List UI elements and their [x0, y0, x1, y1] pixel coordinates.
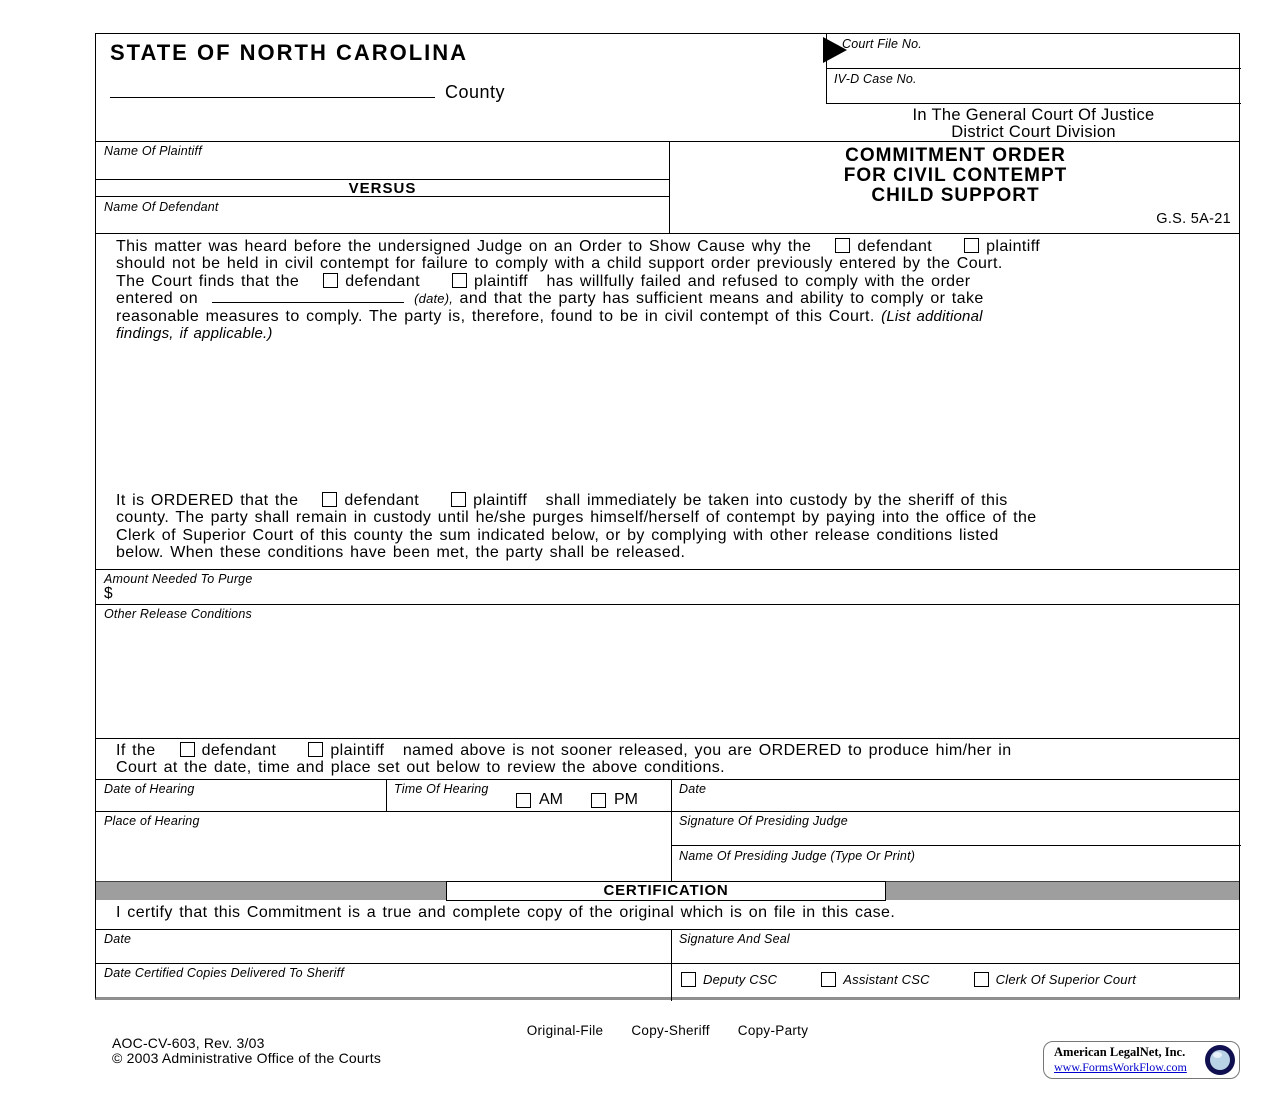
- assistant-csc-label: Assistant CSC: [843, 972, 930, 987]
- place-of-hearing-label: Place of Hearing: [104, 814, 200, 828]
- csc-options: [681, 972, 1136, 987]
- p2-line2-text: county. The party shall remain in custody until he/she purges himself/herself of contempt by paying into the office of the: [116, 509, 1037, 527]
- p1-findings-italic: findings, if applicable.): [116, 325, 273, 343]
- defendant-option-label: defendant: [201, 742, 277, 759]
- plaintiff-checkbox-group-4: [308, 742, 384, 759]
- dollar-sign: $: [104, 585, 113, 602]
- copies-delivered-label: Date Certified Copies Delivered To Sheriff: [104, 966, 344, 980]
- p2-line1b-text: shall immediately be taken into custody by the sheriff of this: [545, 492, 1008, 509]
- order-date-blank-line[interactable]: [212, 290, 404, 303]
- plaintiff-option-label: plaintiff: [473, 492, 528, 509]
- county-blank-line[interactable]: [110, 82, 435, 98]
- p1-line2-text: should not be held in civil contempt for failure to comply with a child support order previously entered by the Court.: [116, 255, 1003, 273]
- pm-label: PM: [614, 791, 638, 808]
- copy-party-label: Copy-Party: [737, 1023, 809, 1038]
- assistant-csc-checkbox[interactable]: [821, 972, 836, 987]
- plaintiff-checkbox-group-2: [452, 273, 528, 290]
- section-line: [96, 738, 1239, 739]
- defendant-name-field[interactable]: [96, 197, 669, 233]
- court-file-no-field[interactable]: [826, 34, 1241, 69]
- form-number: AOC-CV-603, Rev. 3/03: [112, 1035, 265, 1051]
- p1-line3a-text: The Court finds that the: [116, 272, 300, 290]
- signature-and-seal-label: Signature And Seal: [679, 932, 790, 946]
- hearing-date-label: Date: [679, 782, 707, 796]
- hearing-divider-line: [386, 779, 387, 811]
- p2-line1a-text: It is ORDERED that the: [116, 492, 299, 509]
- ivd-case-no-label: IV-D Case No.: [834, 72, 917, 86]
- statute-reference: G.S. 5A-21: [1156, 211, 1231, 227]
- certification-date-field[interactable]: [96, 929, 671, 963]
- judge-name-field[interactable]: [671, 846, 1241, 881]
- defendant-checkbox-4[interactable]: [180, 742, 195, 757]
- am-pm-options: [516, 791, 638, 809]
- globe-icon: [1205, 1045, 1235, 1075]
- certification-title: CERTIFICATION: [603, 882, 729, 899]
- versus-label: VERSUS: [348, 180, 417, 197]
- ivd-case-no-field[interactable]: [826, 69, 1241, 104]
- certification-title-box: [446, 881, 886, 901]
- p1-line1-text: This matter was heard before the undersigned Judge on an Order to Show Cause why the: [116, 238, 812, 255]
- date-of-hearing-label: Date of Hearing: [104, 782, 195, 796]
- certification-date-label: Date: [104, 932, 132, 946]
- defendant-checkbox-group-3: [322, 492, 419, 509]
- p3-line1a-text: If the: [116, 742, 156, 759]
- certification-statement-text: I certify that this Commitment is a true and complete copy of the original which is on file in this case.: [116, 904, 896, 921]
- judge-name-label: Name Of Presiding Judge (Type Or Print): [679, 849, 916, 863]
- clerk-checkbox[interactable]: [974, 972, 989, 987]
- p1-line3b-text: has willfully failed and refused to comply with the order: [546, 272, 971, 290]
- form-title-line2: FOR CIVIL CONTEMPT: [843, 165, 1068, 186]
- court-of-justice-heading: [826, 107, 1241, 141]
- certification-statement: [116, 904, 1228, 921]
- plaintiff-option-label: plaintiff: [473, 272, 528, 290]
- amount-to-purge-label: Amount Needed To Purge: [104, 572, 253, 586]
- copy-original-label: Original-File: [526, 1023, 604, 1038]
- defendant-checkbox-3[interactable]: [322, 492, 337, 507]
- state-heading: STATE OF NORTH CAROLINA: [110, 40, 469, 65]
- certification-bar: [96, 881, 1239, 900]
- date-hint-label: (date),: [414, 291, 454, 307]
- county-label: County: [445, 82, 506, 102]
- plaintiff-checkbox-2[interactable]: [452, 273, 467, 288]
- defendant-name-label: Name Of Defendant: [104, 200, 219, 214]
- date-of-hearing-field[interactable]: [96, 779, 386, 811]
- am-checkbox[interactable]: [516, 793, 531, 808]
- copy-sheriff-label: Copy-Sheriff: [631, 1023, 710, 1038]
- legalnet-badge: [1043, 1041, 1240, 1079]
- plaintiff-checkbox-1[interactable]: [964, 238, 979, 253]
- defendant-checkbox-group-2: [323, 273, 420, 290]
- plaintiff-checkbox-4[interactable]: [308, 742, 323, 757]
- right-column-divider-line: [671, 779, 672, 881]
- time-of-hearing-label: Time Of Hearing: [394, 782, 489, 796]
- form-title-line3: CHILD SUPPORT: [871, 185, 1040, 206]
- defendant-option-label: defendant: [857, 238, 933, 255]
- certification-divider-line: [671, 929, 672, 1001]
- assistant-csc-option: [821, 972, 929, 987]
- plaintiff-checkbox-group-3: [451, 492, 527, 509]
- plaintiff-name-field[interactable]: [96, 141, 669, 179]
- defendant-checkbox-2[interactable]: [323, 273, 338, 288]
- deputy-csc-checkbox[interactable]: [681, 972, 696, 987]
- justice-line1: In The General Court Of Justice: [912, 106, 1155, 124]
- defendant-option-label: defendant: [345, 272, 420, 290]
- legalnet-name: American LegalNet, Inc.: [1054, 1045, 1186, 1059]
- section-line: [96, 233, 1239, 234]
- deputy-csc-option: [681, 972, 777, 987]
- plaintiff-option-label: plaintiff: [330, 742, 385, 759]
- defendant-option-label: defendant: [344, 492, 420, 509]
- time-of-hearing-field[interactable]: [386, 779, 671, 811]
- pm-checkbox[interactable]: [591, 793, 606, 808]
- p2-line3-text: Clerk of Superior Court of this county the sum indicated below, or by complying with other release conditions listed: [116, 526, 999, 544]
- defendant-checkbox-group-1: [835, 238, 932, 255]
- justice-line2: District Court Division: [951, 123, 1116, 141]
- p1-line4b-text: and that the party has sufficient means and ability to comply or take: [459, 290, 984, 308]
- commitment-order-form: [95, 33, 1240, 1000]
- defendant-checkbox-group-4: [180, 742, 277, 759]
- distribution-line: [95, 1023, 1240, 1038]
- ordered-paragraph: [116, 492, 1228, 562]
- pm-option: [591, 791, 638, 809]
- other-release-conditions-field[interactable]: [96, 604, 1239, 738]
- judge-signature-label: Signature Of Presiding Judge: [679, 814, 848, 828]
- form-title-line1: COMMITMENT ORDER: [845, 145, 1066, 166]
- form-title: [670, 146, 1241, 206]
- legalnet-text: [1054, 1045, 1205, 1075]
- p1-list-additional-italic: (List additional: [881, 307, 983, 325]
- other-release-conditions-label: Other Release Conditions: [104, 607, 252, 621]
- p1-line5-text: reasonable measures to comply. The party is, therefore, found to be in civil contempt of this Court.: [116, 307, 875, 325]
- place-of-hearing-field[interactable]: [96, 811, 671, 881]
- clerk-option: [974, 972, 1136, 987]
- judge-signature-field[interactable]: [671, 811, 1241, 846]
- p3-line1b-text: named above is not sooner released, you are ORDERED to produce him/her in: [402, 742, 1012, 759]
- plaintiff-checkbox-group-1: [964, 238, 1040, 255]
- court-file-no-label: Court File No.: [842, 37, 922, 51]
- findings-paragraph: [116, 238, 1228, 342]
- copies-delivered-field[interactable]: [96, 963, 671, 1001]
- signature-and-seal-field[interactable]: [671, 929, 1241, 963]
- plaintiff-name-label: Name Of Plaintiff: [104, 144, 202, 158]
- defendant-checkbox-1[interactable]: [835, 238, 850, 253]
- deputy-csc-label: Deputy CSC: [703, 972, 778, 987]
- amount-to-purge-field[interactable]: [96, 569, 1239, 604]
- legalnet-url-link[interactable]: www.FormsWorkFlow.com: [1054, 1060, 1187, 1074]
- produce-paragraph: [116, 742, 1228, 777]
- versus-row: [96, 179, 669, 197]
- county-group: [110, 82, 505, 103]
- form-marker-arrow-icon: [823, 37, 847, 63]
- p3-line2-text: Court at the date, time and place set out below to review the above conditions.: [116, 759, 725, 777]
- clerk-label: Clerk Of Superior Court: [995, 972, 1137, 987]
- p2-line4-text: below. When these conditions have been met, the party shall be released.: [116, 544, 686, 562]
- am-option: [516, 791, 563, 809]
- p1-line4a-text: entered on: [116, 290, 199, 308]
- plaintiff-option-label: plaintiff: [986, 238, 1041, 255]
- plaintiff-checkbox-3[interactable]: [451, 492, 466, 507]
- copyright-line: © 2003 Administrative Office of the Courts: [112, 1050, 382, 1066]
- hearing-date-field[interactable]: [671, 779, 1241, 811]
- am-label: AM: [539, 791, 563, 808]
